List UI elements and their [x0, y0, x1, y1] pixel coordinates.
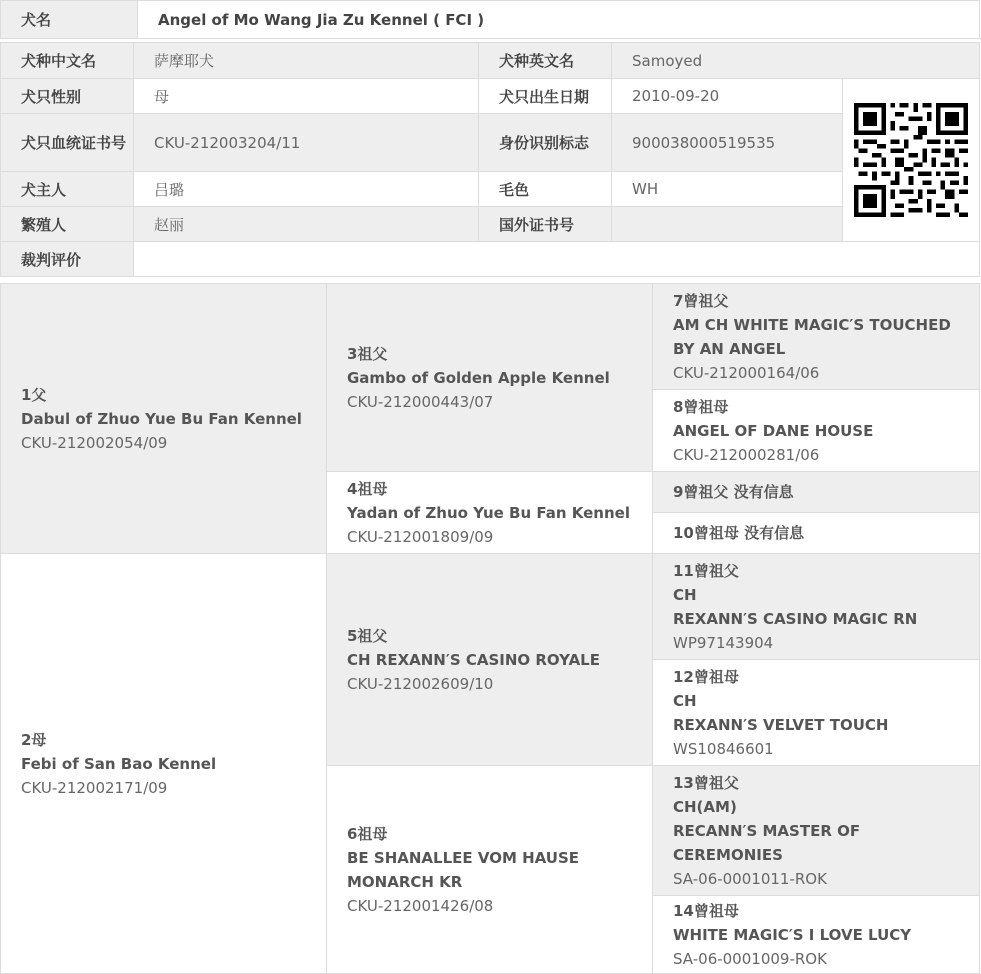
ancestor-code: SA-06-0001011-ROK — [673, 869, 827, 888]
ancestor-name: Febi of San Bao Kennel — [21, 754, 217, 773]
ancestor-title: 14曾祖母 — [673, 901, 739, 920]
ancestor-title: 11曾祖父 — [673, 561, 739, 580]
ancestor-name: REXANN′S VELVET TOUCH — [673, 715, 889, 734]
pedigree-table — [0, 283, 980, 974]
ancestor-code: CKU-212000443/07 — [347, 392, 494, 411]
ancestor-title: 10曾祖母 没有信息 — [673, 524, 805, 542]
ancestor-code: CKU-212001809/09 — [347, 527, 494, 546]
parent-1 — [1, 284, 327, 554]
ancestor-name: WHITE MAGIC′S I LOVE LUCY — [673, 925, 912, 944]
ancestor-code: CKU-212001426/08 — [347, 896, 494, 915]
ancestor-title: 1父 — [21, 385, 47, 404]
owner-value: 吕璐 — [134, 172, 479, 207]
great-grandparent-9 — [653, 472, 980, 513]
ancestor-name: AM CH WHITE MAGIC′S TOUCHED BY AN ANGEL — [673, 315, 951, 358]
dog-name-table — [0, 0, 980, 39]
ancestor-code: WP97143904 — [673, 633, 774, 652]
ancestor-title-prefix: CH(AM) — [673, 797, 737, 816]
ancestor-name: BE SHANALLEE VOM HAUSE MONARCH KR — [347, 848, 580, 891]
grandparent-6 — [327, 766, 653, 974]
dog-name-value: Angel of Mo Wang Jia Zu Kennel ( FCI ) — [138, 1, 980, 39]
ancestor-title: 5祖父 — [347, 626, 388, 645]
parent-2 — [1, 554, 327, 974]
ancestor-name: Yadan of Zhuo Yue Bu Fan Kennel — [347, 503, 630, 522]
color-value: WH — [612, 172, 843, 207]
cert-value: CKU-212003204/11 — [134, 114, 479, 172]
ancestor-title-prefix: CH — [673, 585, 697, 604]
great-grandparent-11 — [653, 554, 980, 660]
foreign-cert-value — [612, 207, 843, 242]
ancestor-title: 6祖母 — [347, 824, 388, 843]
ancestor-code: CKU-212000281/06 — [673, 445, 820, 464]
ancestor-title: 9曾祖父 没有信息 — [673, 483, 794, 501]
ancestor-title-prefix: CH — [673, 691, 697, 710]
ancestor-name: CH REXANN′S CASINO ROYALE — [347, 650, 600, 669]
ancestor-title: 2母 — [21, 730, 47, 749]
dog-name-label: 犬名 — [1, 1, 138, 39]
great-grandparent-10 — [653, 513, 980, 554]
ancestor-name: Dabul of Zhuo Yue Bu Fan Kennel — [21, 409, 302, 428]
grandparent-5 — [327, 554, 653, 766]
great-grandparent-7 — [653, 284, 980, 390]
color-label: 毛色 — [479, 172, 612, 207]
ancestor-title: 3祖父 — [347, 344, 388, 363]
breed-cn-label: 犬种中文名 — [1, 43, 134, 79]
great-grandparent-8 — [653, 390, 980, 472]
ancestor-title: 8曾祖母 — [673, 397, 729, 416]
ancestor-title: 4祖母 — [347, 479, 388, 498]
breed-en-label: 犬种英文名 — [479, 43, 612, 79]
breed-en-value: Samoyed — [612, 43, 980, 79]
great-grandparent-13 — [653, 766, 980, 896]
id-value: 900038000519535 — [612, 114, 843, 172]
grandparent-4 — [327, 472, 653, 554]
ancestor-name: Gambo of Golden Apple Kennel — [347, 368, 610, 387]
great-grandparent-12 — [653, 660, 980, 766]
foreign-cert-label: 国外证书号 — [479, 207, 612, 242]
dob-value: 2010-09-20 — [612, 79, 843, 114]
ancestor-code: CKU-212000164/06 — [673, 363, 820, 382]
ancestor-code: WS10846601 — [673, 739, 774, 758]
ancestor-name: ANGEL OF DANE HOUSE — [673, 421, 874, 440]
qr-code — [843, 79, 980, 242]
ancestor-name: REXANN′S CASINO MAGIC RN — [673, 609, 918, 628]
grandparent-3 — [327, 284, 653, 472]
ancestor-code: SA-06-0001009-ROK — [673, 949, 827, 968]
ancestor-title: 12曾祖母 — [673, 667, 739, 686]
breeder-label: 繁殖人 — [1, 207, 134, 242]
id-label: 身份识别标志 — [479, 114, 612, 172]
ancestor-code: CKU-212002054/09 — [21, 433, 168, 452]
owner-label: 犬主人 — [1, 172, 134, 207]
sex-label: 犬只性别 — [1, 79, 134, 114]
sex-value: 母 — [134, 79, 479, 114]
judge-value — [134, 242, 980, 277]
ancestor-title: 13曾祖父 — [673, 773, 739, 792]
dog-info-table — [0, 42, 980, 277]
great-grandparent-14 — [653, 896, 980, 974]
breeder-value: 赵丽 — [134, 207, 479, 242]
breed-cn-value: 萨摩耶犬 — [134, 43, 479, 79]
ancestor-name: RECANN′S MASTER OF CEREMONIES — [673, 821, 861, 864]
ancestor-title: 7曾祖父 — [673, 291, 729, 310]
ancestor-code: CKU-212002609/10 — [347, 674, 494, 693]
judge-label: 裁判评价 — [1, 242, 134, 277]
dob-label: 犬只出生日期 — [479, 79, 612, 114]
qr-code-icon — [854, 103, 968, 217]
cert-label: 犬只血统证书号 — [1, 114, 134, 172]
ancestor-code: CKU-212002171/09 — [21, 778, 168, 797]
